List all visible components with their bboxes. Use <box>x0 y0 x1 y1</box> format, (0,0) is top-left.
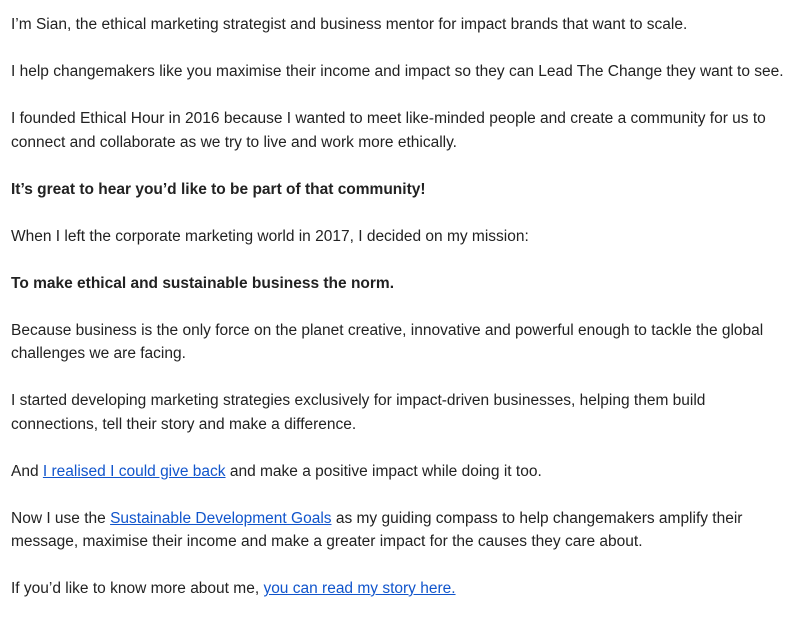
give-back-text-before: And <box>11 462 43 480</box>
sdg-paragraph <box>11 507 788 554</box>
sdg-link[interactable]: Sustainable Development Goals <box>110 509 332 527</box>
give-back-paragraph <box>11 460 788 484</box>
sdg-text-after: as my guiding compass to help changemakers amplify their message, maximise their income and make a greater impact for the causes they care about. <box>11 509 743 550</box>
intro-paragraph: I’m Sian, the ethical marketing strategist and business mentor for impact brands that want to scale. <box>11 16 688 33</box>
mission-statement-paragraph: To make ethical and sustainable business the norm. <box>11 274 395 292</box>
sdg-text-before: Now I use the <box>11 509 111 527</box>
founding-paragraph: I founded Ethical Hour in 2016 because I wanted to meet like-minded people and create a community for us to connect and collaborate as we try to live and work more ethically. <box>11 110 766 151</box>
give-back-link[interactable]: I realised I could give back <box>42 462 226 480</box>
mission-intro-paragraph: When I left the corporate marketing world in 2017, I decided on my mission: <box>11 227 529 245</box>
community-welcome-paragraph: It’s great to hear you’d like to be part of that community! <box>11 180 426 198</box>
story-paragraph <box>11 577 788 601</box>
help-paragraph: I help changemakers like you maximise their income and impact so they can Lead The Change they want to see. <box>11 63 784 80</box>
business-force-paragraph: Because business is the only force on the planet creative, innovative and powerful enough to tackle the global challenges we are facing. <box>11 321 764 362</box>
strategies-paragraph: I started developing marketing strategies exclusively for impact-driven businesses, helping them build connections, tell their story and make a difference. <box>11 392 706 433</box>
read-story-link[interactable]: you can read my story here. <box>263 580 456 597</box>
story-text-before: If you’d like to know more about me, <box>11 580 264 597</box>
give-back-text-after: and make a positive impact while doing it too. <box>225 462 542 480</box>
